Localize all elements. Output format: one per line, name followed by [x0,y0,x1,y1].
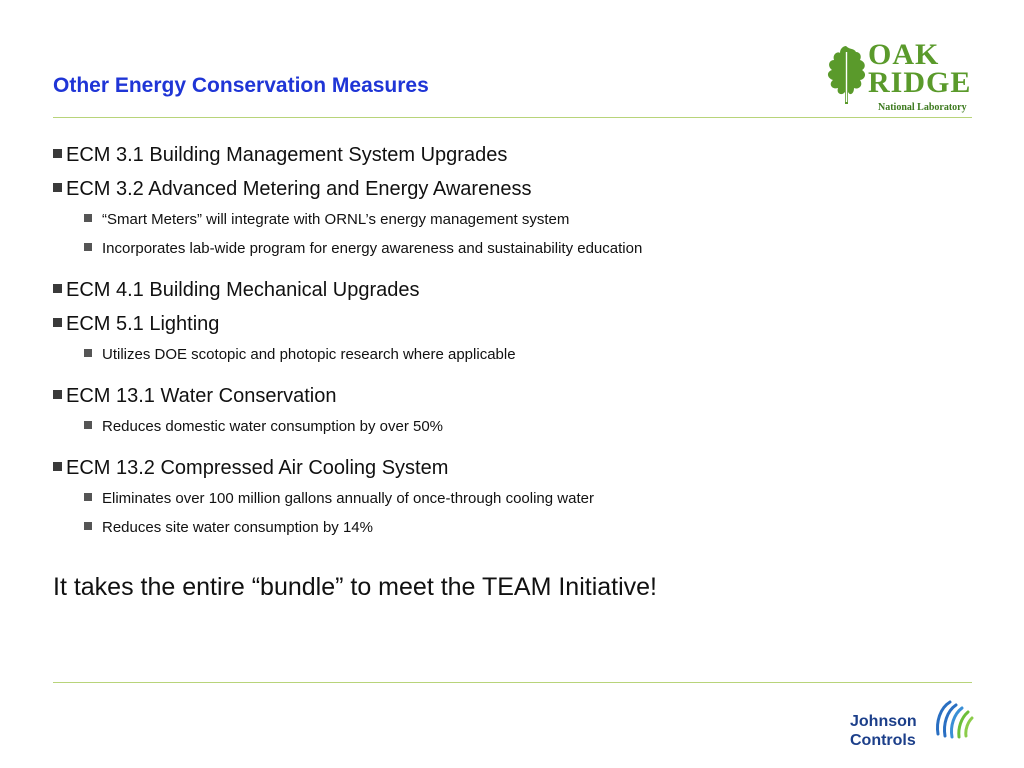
square-bullet-icon [84,522,92,530]
jci-logo-line2: Controls [850,732,916,749]
bullet-text: ECM 4.1 Building Mechanical Upgrades [66,279,420,301]
bullet-text: ECM 13.2 Compressed Air Cooling System [66,457,449,479]
square-bullet-icon [53,390,62,399]
bullet-text: ECM 13.1 Water Conservation [66,385,337,407]
square-bullet-icon [53,318,62,327]
bullet-text: ECM 5.1 Lighting [66,313,220,335]
bullet-text: ECM 3.2 Advanced Metering and Energy Awareness [66,178,532,200]
jci-logo-line1: Johnson [850,713,917,730]
bullet-text: Reduces domestic water consumption by over 50% [102,418,444,435]
bullet-text: ECM 3.1 Building Management System Upgrades [66,144,508,166]
sub-bullet-item [53,518,953,547]
square-bullet-icon [53,284,62,293]
bullet-text: Reduces site water consumption by 14% [102,519,373,536]
ornl-logo-line2: RIDGE [868,66,972,99]
sub-bullet-item [53,239,953,277]
ornl-logo [824,40,974,120]
ornl-logo-line1: OAK [868,38,940,71]
bullet-list [53,142,953,547]
square-bullet-icon [84,214,92,222]
bullet-item [53,142,953,176]
square-bullet-icon [53,183,62,192]
square-bullet-icon [84,493,92,501]
bullet-item [53,176,953,210]
sub-bullet-item [53,417,953,455]
square-bullet-icon [84,421,92,429]
square-bullet-icon [53,462,62,471]
bullet-item [53,311,953,345]
ornl-logo-line3: National Laboratory [878,102,967,113]
bullet-text: Incorporates lab-wide program for energy awareness and sustainability education [102,240,643,257]
footer-divider [53,682,972,683]
sub-bullet-item [53,489,953,518]
sub-bullet-item [53,345,953,383]
bullet-text: Eliminates over 100 million gallons annually of once-through cooling water [102,490,594,507]
sub-bullet-item [53,210,953,239]
bullet-text: “Smart Meters” will integrate with ORNL’s energy management system [102,211,570,228]
bullet-item [53,455,953,489]
johnson-controls-logo [848,698,976,758]
square-bullet-icon [84,349,92,357]
bullet-item [53,383,953,417]
slide-title: Other Energy Conservation Measures [53,74,429,97]
oak-leaf-icon [824,42,870,106]
closing-statement: It takes the entire “bundle” to meet the TEAM Initiative! [53,573,658,601]
bullet-item [53,277,953,311]
square-bullet-icon [84,243,92,251]
square-bullet-icon [53,149,62,158]
bullet-text: Utilizes DOE scotopic and photopic research where applicable [102,346,516,363]
jci-mark-icon [932,698,974,740]
